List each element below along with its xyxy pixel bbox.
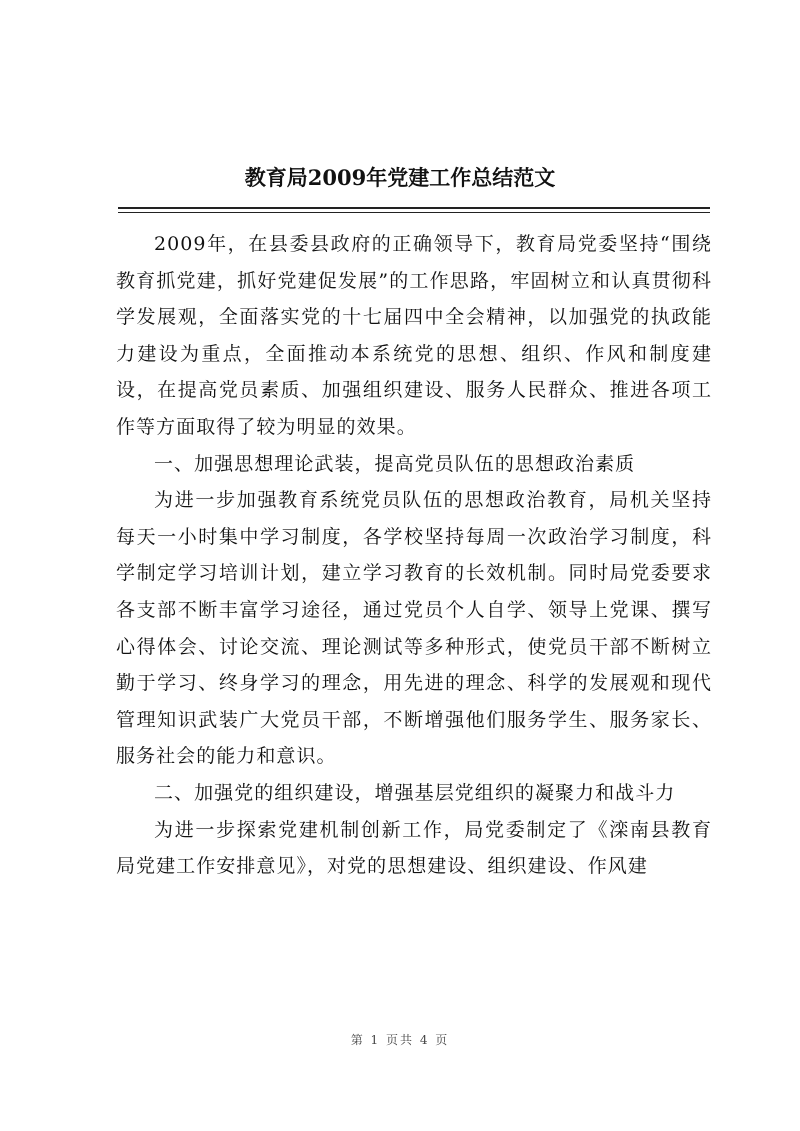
- page-number-footer: 第 1 页共 4 页: [350, 1033, 450, 1047]
- paragraph-intro: 2009年，在县委县政府的正确领导下，教育局党委坚持“围绕教育抓党建，抓好党建促发展”的工作思路，牢固树立和认真贯彻科学发展观，全面落实党的十七届四中全会精神，以加强党的执政能力建设为重点，全面推动本系统党的思想、组织、作风和制度建设，在提高党员素质、加强组织建设、服务人民群众、推进各项工作等方面取得了较为明显的效果。: [116, 233, 712, 438]
- document-body: [116, 226, 712, 885]
- document-title: 教育局2009年党建工作总结范文: [244, 165, 556, 190]
- paragraph-section-2: 为进一步探索党建机制创新工作，局党委制定了《滦南县教育局党建工作安排意见》，对党的思想建设、组织建设、作风建: [116, 818, 712, 878]
- paragraph-section-1: 为进一步加强教育系统党员队伍的思想政治教育，局机关坚持每天一小时集中学习制度，各学校坚持每周一次政治学习制度，科学制定学习培训计划，建立学习教育的长效机制。同时局党委要求各支部不断丰富学习途径，通过党员个人自学、领导上党课、撰写心得体会、讨论交流、理论测试等多种形式，使党员干部不断树立勤于学习、终身学习的理念，用先进的理念、科学的发展观和现代管理知识武装广大党员干部，不断增强他们服务学生、服务家长、服务社会的能力和意识。: [116, 489, 712, 768]
- section-heading-2: 二、加强党的组织建设，增强基层党组织的凝聚力和战斗力: [154, 781, 676, 804]
- title-divider-thin: [118, 212, 710, 213]
- title-divider: [118, 207, 710, 209]
- section-heading-1: 一、加强思想理论武装，提高党员队伍的思想政治素质: [154, 452, 636, 475]
